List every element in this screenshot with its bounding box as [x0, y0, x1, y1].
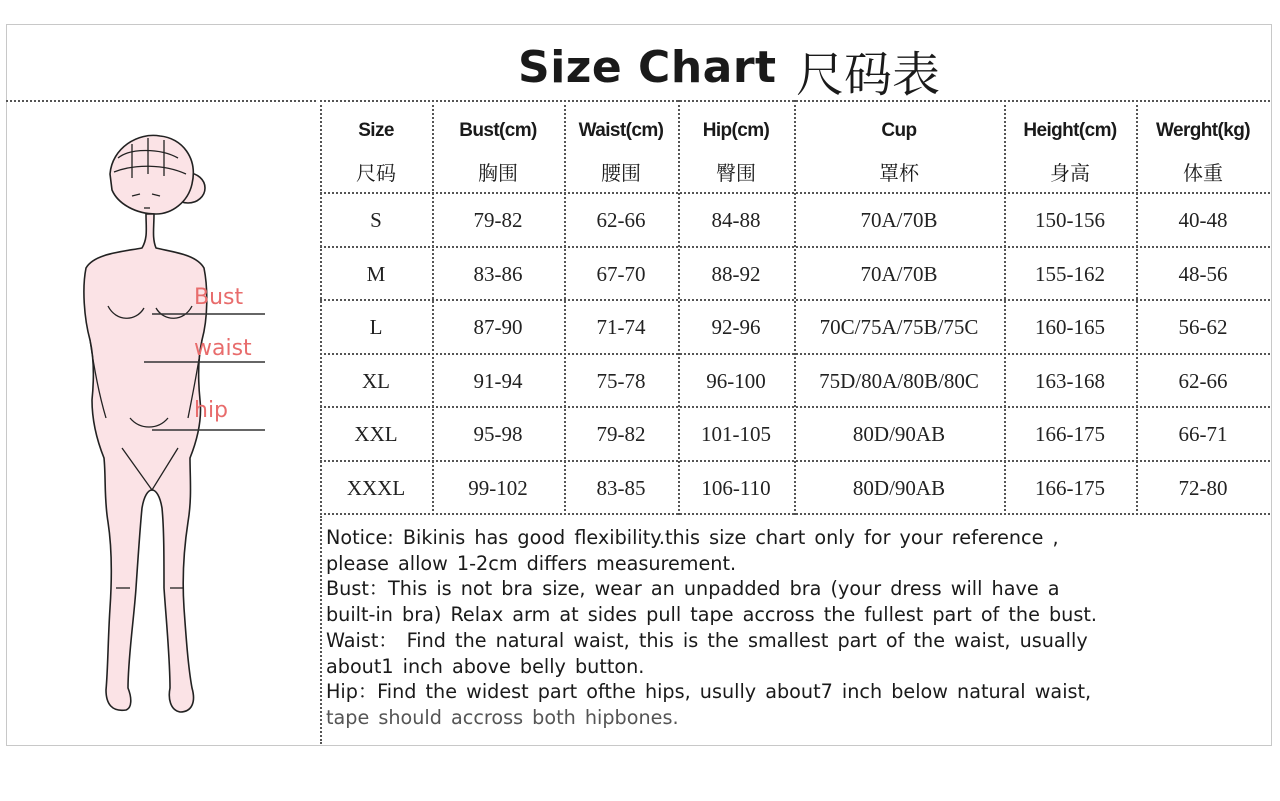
waist-label: waist	[194, 336, 252, 361]
table-cell: 48-56	[1178, 261, 1228, 286]
column-header: Size	[358, 120, 394, 141]
table-cell: 70A/70B	[860, 208, 938, 233]
table-cell: 75D/80A/80B/80C	[819, 368, 979, 393]
table-cell: 160-165	[1035, 315, 1105, 340]
table-cell: 62-66	[596, 208, 646, 233]
notice-line: about1 inch above belly button.	[326, 654, 645, 678]
column-header: Height(cm)	[1023, 120, 1117, 141]
table-cell: 62-66	[1178, 368, 1228, 393]
table-cell: 155-162	[1035, 261, 1105, 286]
notice-line: Waist： Find the natural waist, this is the smallest part of the waist, usually	[326, 628, 1088, 652]
table-cell: 96-100	[706, 368, 766, 393]
size-cell: XXXL	[346, 475, 406, 500]
page-title	[0, 30, 1280, 103]
table-cell: 66-71	[1178, 422, 1228, 447]
title-divider-left	[6, 100, 316, 102]
column-header: Bust(cm)	[459, 120, 537, 141]
column-header-chinese: 身高	[1050, 160, 1090, 185]
table-cell: 83-86	[473, 261, 523, 286]
bust-label: Bust	[194, 285, 244, 310]
table-cell: 166-175	[1035, 422, 1105, 447]
column-header-chinese: 胸围	[478, 160, 518, 185]
table-cell: 83-85	[596, 475, 646, 500]
notice-left-border	[320, 516, 322, 744]
table-cell: 72-80	[1178, 475, 1228, 500]
size-cell: XXL	[354, 422, 398, 447]
hip-label: hip	[194, 398, 229, 423]
notice-line: tape should accross both hipbones.	[326, 705, 679, 729]
table-cell: 87-90	[473, 315, 523, 340]
table-cell: 40-48	[1178, 208, 1228, 233]
column-header-chinese: 腰围	[601, 160, 641, 185]
size-table	[320, 100, 1270, 516]
body-figure-illustration	[60, 118, 280, 728]
table-cell: 67-70	[596, 261, 646, 286]
table-cell: 79-82	[596, 422, 646, 447]
notice-line: Bust：This is not bra size, wear an unpadded bra (your dress will have a	[326, 577, 1060, 601]
column-header: Werght(kg)	[1156, 120, 1250, 141]
table-cell: 166-175	[1035, 475, 1105, 500]
table-cell: 70C/75A/75B/75C	[819, 315, 979, 340]
table-cell: 79-82	[473, 208, 523, 233]
table-cell: 91-94	[473, 368, 523, 393]
notice-line: please allow 1-2cm differs measurement.	[326, 551, 737, 575]
table-cell: 56-62	[1178, 315, 1228, 340]
notice-line: Hip：Find the widest part ofthe hips, usully about7 inch below natural waist,	[326, 680, 1092, 704]
size-cell: S	[370, 208, 382, 233]
column-header: Waist(cm)	[578, 120, 664, 141]
notice-text	[326, 525, 1270, 731]
table-cell: 150-156	[1035, 208, 1105, 233]
title-english: Size Chart	[518, 42, 777, 93]
table-cell: 99-102	[468, 475, 528, 500]
table-cell: 71-74	[596, 315, 646, 340]
table-cell: 70A/70B	[860, 261, 938, 286]
column-header: Cup	[881, 120, 917, 141]
size-cell: M	[366, 261, 386, 286]
column-header: Hip(cm)	[702, 120, 770, 141]
table-cell: 80D/90AB	[852, 475, 946, 500]
table-cell: 80D/90AB	[852, 422, 946, 447]
notice-line: Notice: Bikinis has good flexibility.this size chart only for your reference ,	[326, 526, 1059, 549]
notice-line: built-in bra) Relax arm at sides pull tape accross the fullest part of the bust.	[326, 603, 1097, 627]
column-header-chinese: 臀围	[716, 160, 756, 185]
column-header-chinese: 体重	[1183, 160, 1223, 185]
table-cell: 88-92	[711, 261, 761, 286]
table-cell: 101-105	[701, 422, 771, 447]
table-cell: 75-78	[596, 368, 646, 393]
column-header-chinese: 罩杯	[879, 160, 919, 185]
body-outline-icon	[60, 118, 280, 728]
size-cell: XL	[362, 368, 390, 393]
table-cell: 95-98	[473, 422, 523, 447]
title-chinese: 尺码表	[796, 47, 941, 103]
table-cell: 84-88	[711, 208, 761, 233]
table-cell: 106-110	[701, 475, 771, 500]
table-cell: 163-168	[1035, 368, 1105, 393]
size-cell: L	[369, 315, 383, 340]
column-header-chinese: 尺码	[356, 160, 396, 185]
table-cell: 92-96	[711, 315, 761, 340]
